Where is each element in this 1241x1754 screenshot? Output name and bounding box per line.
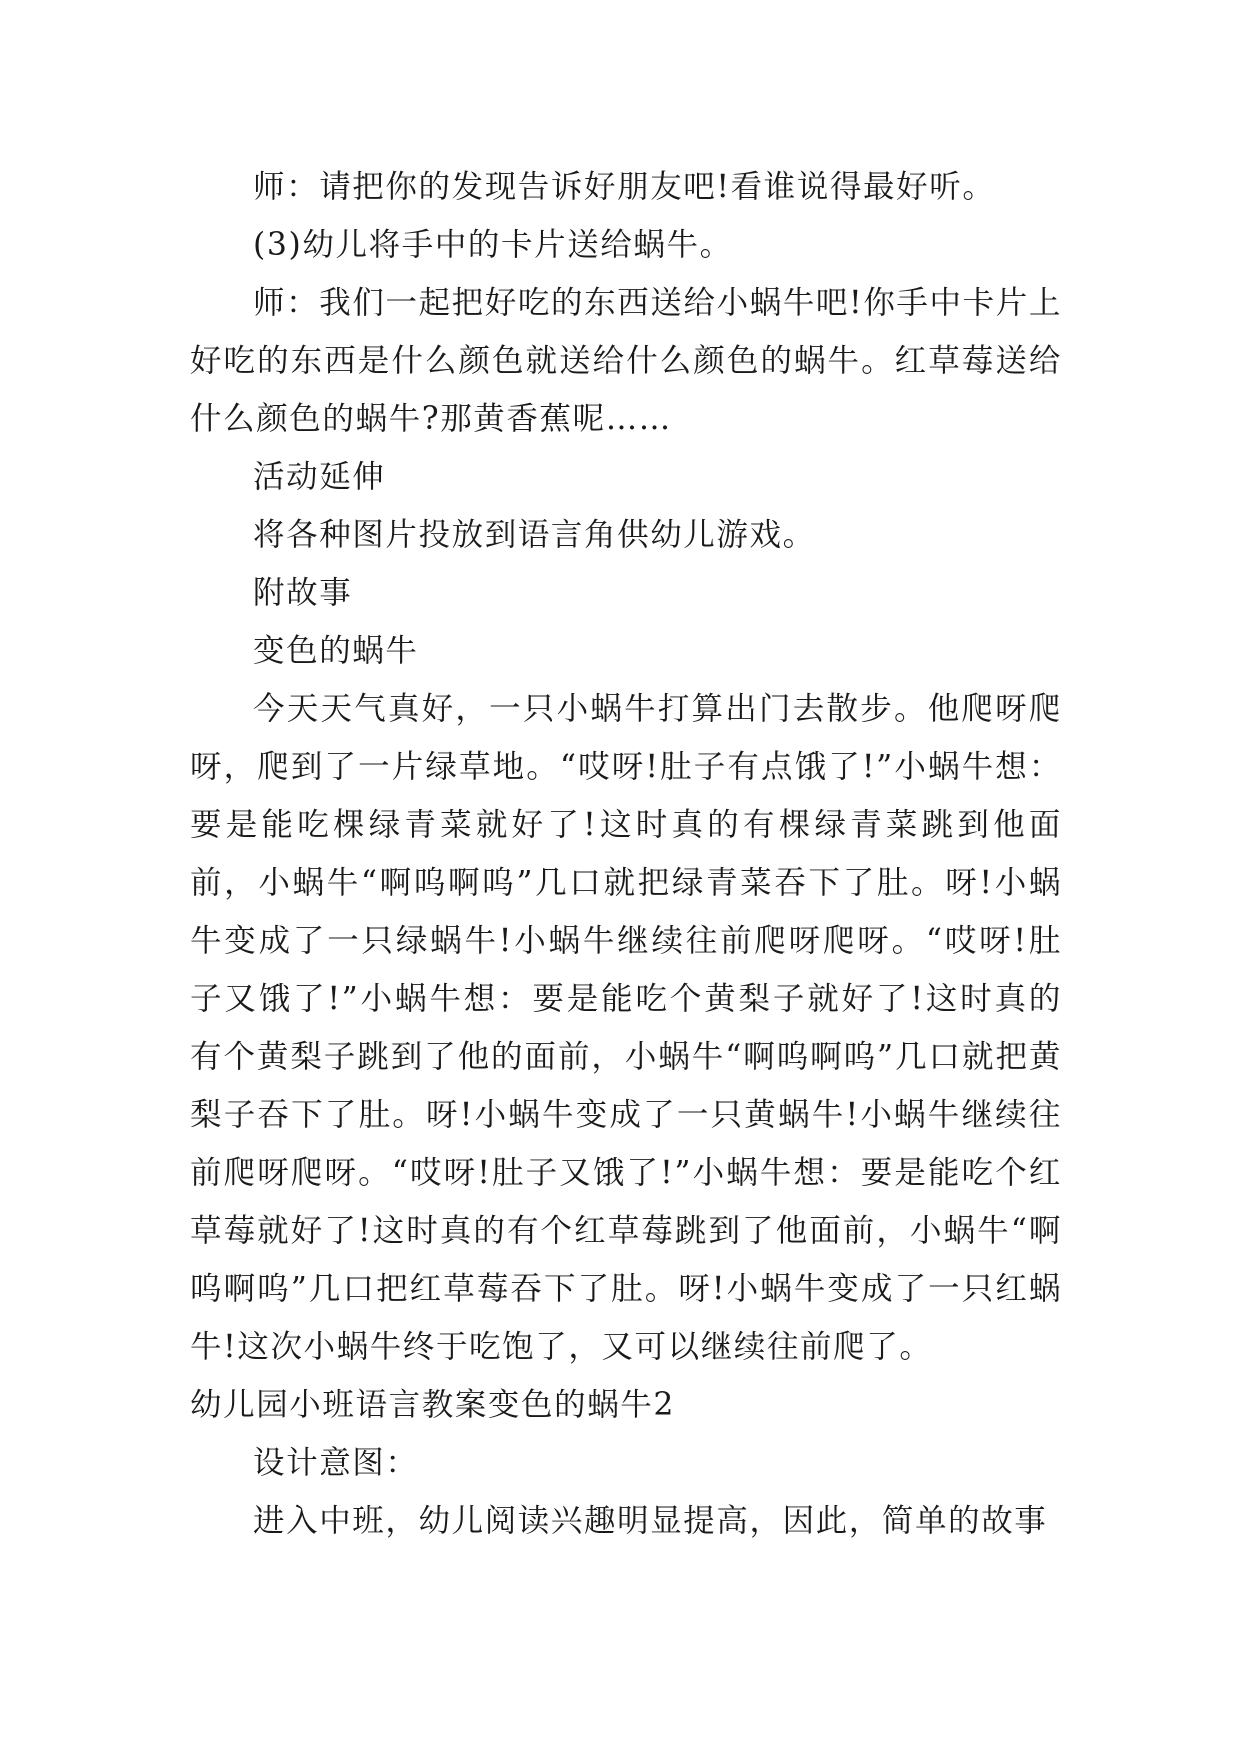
lesson-title: 幼儿园小班语言教案变色的蜗牛2 xyxy=(190,1387,676,1423)
paragraph-teacher-cards: 师：我们一起把好吃的东西送给小蜗牛吧!你手中卡片上好吃的东西是什么颜色就送给什么颜色的蜗牛。红草莓送给什么颜色的蜗牛?那黄香蕉呢…… xyxy=(190,285,1062,437)
section-heading-extension: 活动延伸 xyxy=(253,459,386,495)
paragraph-step-3: (3)幼儿将手中的卡片送给蜗牛。 xyxy=(253,227,733,263)
section-heading-design-intent: 设计意图： xyxy=(253,1445,419,1481)
paragraph-design-intent: 进入中班，幼儿阅读兴趣明显提高，因此，简单的故事 xyxy=(253,1503,1048,1539)
story-body: 今天天气真好，一只小蜗牛打算出门去散步。他爬呀爬呀，爬到了一片绿草地。“哎呀!肚子有点饿了!”小蜗牛想：要是能吃棵绿青菜就好了!这时真的有棵绿青菜跳到他面前，小蜗牛“啊呜啊呜”几口就把绿青菜吞下了肚。呀!小蜗牛变成了一只绿蜗牛!小蜗牛继续往前爬呀爬呀。“哎呀!肚子又饿了!”小蜗牛想：要是能吃个黄梨子就好了!这时真的有个黄梨子跳到了他的面前，小蜗牛“啊呜啊呜”几口就把黄梨子吞下了肚。呀!小蜗牛变成了一只黄蜗牛!小蜗牛继续往前爬呀爬呀。“哎呀!肚子又饿了!”小蜗牛想：要是能吃个红草莓就好了!这时真的有个红草莓跳到了他面前，小蜗牛“啊呜啊呜”几口把红草莓吞下了肚。呀!小蜗牛变成了一只红蜗牛!这次小蜗牛终于吃饱了，又可以继续往前爬了。 xyxy=(190,691,1062,1365)
section-heading-appendix: 附故事 xyxy=(253,575,353,611)
paragraph-extension: 将各种图片投放到语言角供幼儿游戏。 xyxy=(253,517,816,553)
story-title: 变色的蜗牛 xyxy=(253,633,419,669)
paragraph-teacher-share: 师：请把你的发现告诉好朋友吧!看谁说得最好听。 xyxy=(253,169,996,205)
document-body xyxy=(190,158,1062,1550)
